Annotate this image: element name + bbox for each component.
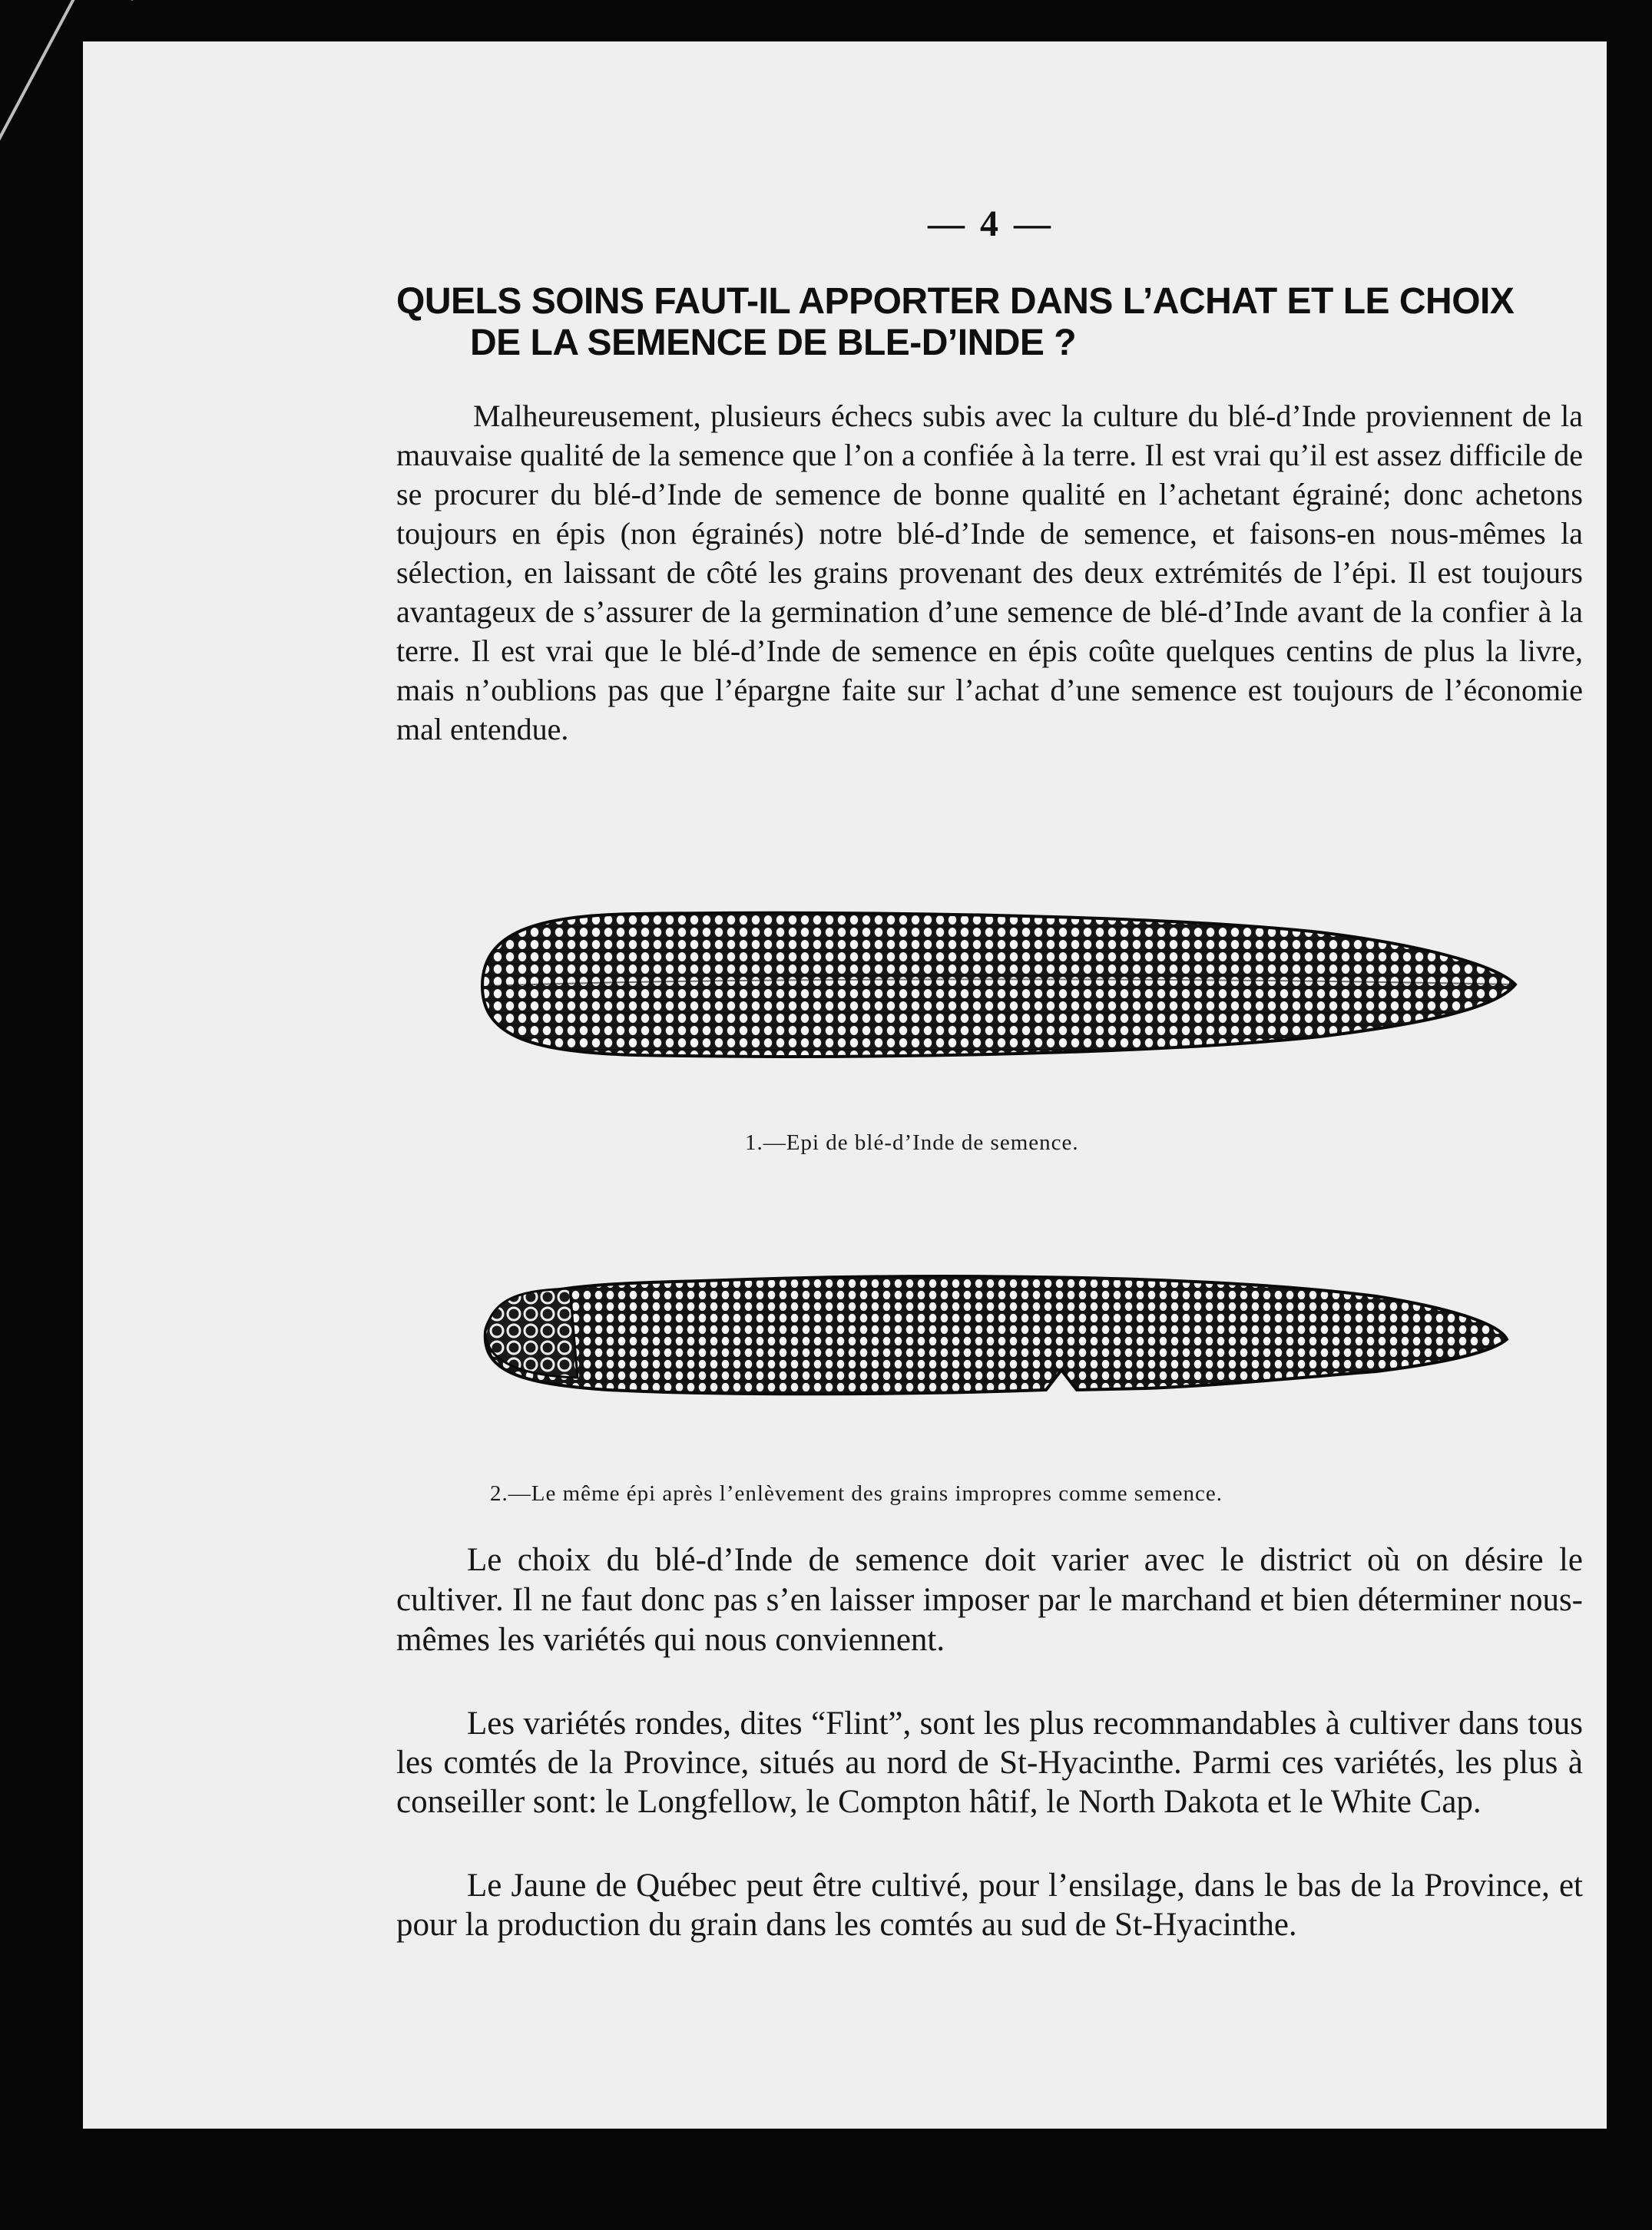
corn-ear-illustration-1: [467, 902, 1527, 1070]
scan-edge-stroke-top: [131, 0, 164, 1]
figure-caption-2: 2.—Le même épi après l’enlèvement des grains impropres comme semence.: [490, 1481, 1223, 1506]
heading-line-1: QUELS SOINS FAUT-IL APPORTER DANS L’ACHAT ET LE CHOIX: [396, 281, 1515, 322]
page-number: — 4 —: [928, 203, 1054, 244]
corn-ear-illustration-2: [455, 1255, 1515, 1424]
paragraph-choice: Le choix du blé-d’Inde de semence doit varier avec le district où on désire le cultiver. Il ne faut donc pas s’en laisser imposer par le marchand et bien déterminer nous-mêmes les variétés qui nous conviennent.: [396, 1542, 1583, 1658]
document-page: [83, 41, 1607, 2129]
figure-caption-1: 1.—Epi de blé-d’Inde de semence.: [745, 1130, 1079, 1155]
scan-edge-stroke: [0, 0, 91, 194]
paragraph-varieties: Les variétés rondes, dites “Flint”, sont les plus recommandables à cultiver dans tous les comtés de la Province, situés au nord de St-Hyacinthe. Parmi ces variétés, les plus à conseiller sont: le Longfellow, le Compton hâtif, le North Dakota et le White Cap.: [396, 1706, 1583, 1820]
section-heading: [396, 281, 1607, 364]
paragraph-intro: Malheureusement, plusieurs échecs subis avec la culture du blé-d’Inde proviennent de la mauvaise qualité de la semence que l’on a confiée à la terre. Il est vrai qu’il est assez difficile de se procurer du blé-d’Inde de semence de bonne qualité en l’achetant égrainé; donc achetons toujours en épis (non égrainés) notre blé-d’Inde de semence, et faisons-en nous-mêmes la sélection, en laissant de côté les grains provenant des deux extrémités de l’épi. Il est toujours avantageux de s’assurer de la germination d’une semence de blé-d’Inde avant de la confier à la terre. Il est vrai que le blé-d’Inde de semence en épis coûte quelques centins de plus la livre, mais n’oublions pas que l’épargne faite sur l’achat d’une semence est toujours de l’économie mal entendue.: [396, 399, 1583, 746]
heading-line-2: DE LA SEMENCE DE BLE-D’INDE ?: [470, 323, 1077, 363]
paragraph-quebec-yellow: Le Jaune de Québec peut être cultivé, pour l’ensilage, dans le bas de la Province, et pour la production du grain dans les comtés au sud de St-Hyacinthe.: [396, 1868, 1583, 1943]
